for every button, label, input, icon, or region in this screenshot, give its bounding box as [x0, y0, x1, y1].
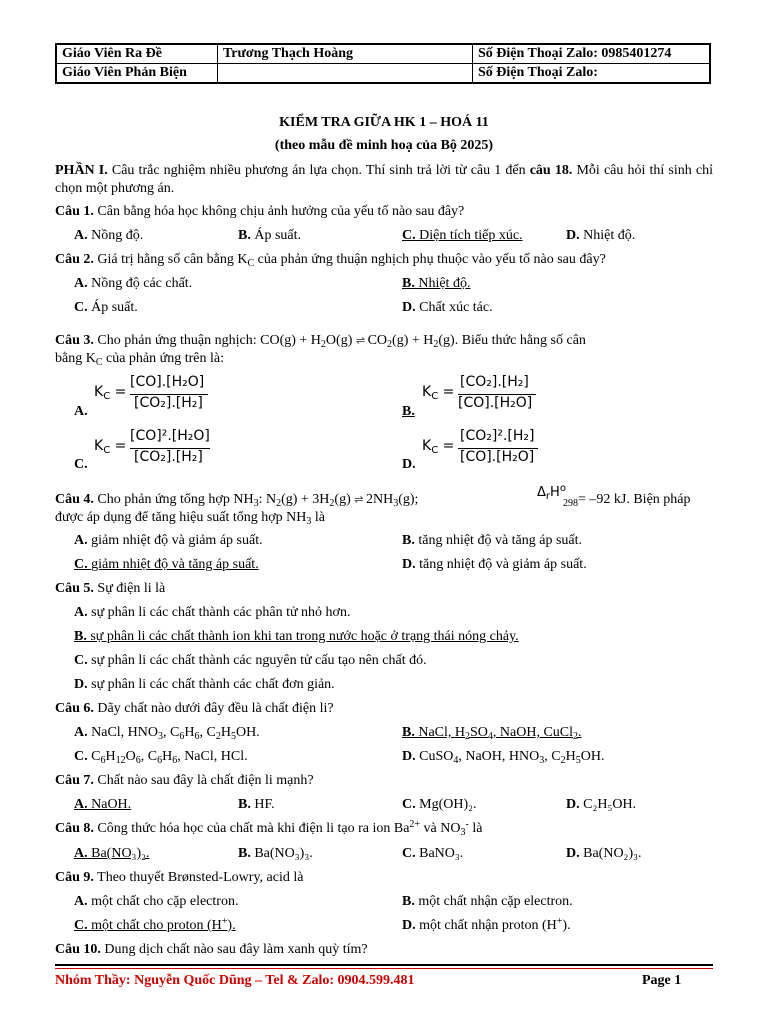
q9-c-t2: ). [227, 918, 236, 933]
opt-letter: B. [402, 276, 415, 291]
q2-text-b: của phản ứng thuận nghịch phụ thuộc vào yếu tố nào sau đây? [254, 252, 606, 267]
q4-t1: Cho phản ứng tổng hợp NH [93, 492, 254, 507]
q7-d-text: C₂H₅OH. [583, 797, 637, 812]
kc-symbol: K [422, 438, 432, 454]
q2-sub: C [247, 258, 255, 269]
q9-d-t2: ). [562, 918, 571, 933]
kc-symbol: K [94, 384, 104, 400]
q5-option-c [74, 652, 427, 670]
page-title: KIỂM TRA GIỮA HK 1 – HOÁ 11 [279, 115, 489, 130]
q5-option-a [74, 604, 350, 622]
q6-label: Câu 6. [55, 701, 94, 716]
teacher-info-table [55, 43, 711, 84]
q3-option-b-letter [402, 403, 415, 421]
q2-a-text: Nồng độ các chất. [91, 276, 193, 291]
q9-option-a [74, 893, 238, 911]
dh-h: H [550, 485, 560, 500]
dh-temp: 298 [563, 498, 578, 509]
q5-label: Câu 5. [55, 581, 94, 596]
q9-d-t1: một chất nhận proton (H [419, 918, 557, 933]
q6-text: Dãy chất nào dưới đây đều là chất điện li? [93, 701, 334, 716]
part1-text-a: Câu trắc nghiệm nhiều phương án lựa chọn. Thí sinh trả lời từ câu 1 đến [107, 163, 530, 178]
q8-sup1: 2+ [409, 819, 421, 830]
q3-sub: C [95, 357, 103, 368]
q2-option-c [74, 299, 138, 317]
opt-letter: D. [402, 557, 416, 572]
question-8 [55, 820, 482, 838]
q8-t2: và NO [420, 821, 461, 836]
opt-letter: D. [74, 677, 88, 692]
opt-letter: C. [74, 918, 88, 933]
q3-t5: (g). Biểu thức hằng số cân [438, 333, 586, 348]
opt-letter: B. [238, 846, 251, 861]
q9-b-text: một chất nhận cặp electron. [418, 894, 573, 909]
opt-letter: D. [402, 749, 416, 764]
q7-option-c [402, 796, 477, 814]
kc-sub: C [103, 391, 111, 402]
q3-t6: bằng K [55, 351, 96, 366]
question-5 [55, 580, 165, 598]
q9-text: Theo thuyết Brønsted-Lowry, acid là [93, 870, 304, 885]
opt-letter: C. [74, 300, 88, 315]
q9-a-text: một chất cho cặp electron. [91, 894, 239, 909]
q8-sup2: - [465, 819, 469, 830]
page-subtitle: (theo mẫu đề minh hoạ của Bộ 2025) [274, 138, 494, 153]
part1-label: PHẦN I. [55, 163, 108, 178]
q7-b-text: HF. [254, 797, 275, 812]
q3-t4: (g) + H [392, 333, 434, 348]
equilibrium-arrow-icon: ⇌ [354, 493, 363, 506]
eq-sign: = [442, 384, 455, 400]
question-10 [55, 941, 368, 959]
q8-option-b [238, 845, 313, 863]
q1-d-text: Nhiệt độ. [583, 228, 636, 243]
opt-letter: A. [74, 797, 88, 812]
kc-sub: C [431, 445, 439, 456]
q8-c-text: BaNO₃. [419, 846, 464, 861]
opt-letter: B. [402, 533, 415, 548]
opt-letter: D. [566, 228, 580, 243]
q2-option-a [74, 275, 192, 293]
q2-option-d [402, 299, 493, 317]
opt-letter: B. [402, 894, 415, 909]
question-4-line2: được áp dụng để tăng hiệu suất tổng hợp $NH_3$ là [55, 510, 326, 527]
q3-a-numerator: [CO].[H₂O] [130, 374, 205, 390]
teacher-author-phone: Số Điện Thoại Zalo: 0985401274 [473, 44, 711, 64]
q8-label: Câu 8. [55, 821, 94, 836]
q3-t7: của phản ứng trên là: [102, 351, 224, 366]
q5-a-text: sự phân li các chất thành các phân tử nhỏ hơn. [91, 605, 351, 620]
q4-option-b [402, 532, 582, 550]
q3-t3: CO [367, 333, 388, 348]
q4-t7: được áp dụng để tăng hiệu suất tổng hợp NH [55, 510, 307, 525]
q9-option-b [402, 893, 573, 911]
q10-text: Dung dịch chất nào sau đây làm xanh quỳ tím? [100, 942, 368, 957]
question-3-line2 [55, 350, 224, 368]
opt-letter: D. [402, 300, 416, 315]
q7-c-text: Mg(OH)₂. [419, 797, 477, 812]
page-number: Page 1 [642, 973, 682, 988]
q4-t5: 2NH [365, 492, 394, 507]
opt-letter: A. [74, 894, 88, 909]
q7-a-text: NaOH. [91, 797, 132, 812]
q5-d-text: sự phân li các chất thành các chất đơn giản. [91, 677, 335, 692]
opt-letter: A. [74, 404, 88, 419]
q8-option-c [402, 845, 463, 863]
q3-label: Câu 3. [55, 333, 94, 348]
q6-option-a: A. NaCl, $HNO_3$, $C_6H_6$, $C_2H_5OH$. [74, 725, 260, 742]
q4-label: Câu 4. [55, 492, 94, 507]
opt-letter: D. [402, 918, 416, 933]
opt-letter: A. [74, 228, 88, 243]
opt-letter: A. [74, 846, 88, 861]
q3-a-denominator: [CO₂].[H₂] [134, 395, 203, 411]
opt-letter: C. [402, 228, 416, 243]
q4-t2: : N [258, 492, 277, 507]
footer-rule-red [55, 968, 713, 969]
opt-letter: C. [74, 749, 88, 764]
q3-option-c-letter [74, 456, 88, 474]
q5-option-b [74, 628, 519, 646]
q1-c-text: Diện tích tiếp xúc. [419, 228, 523, 243]
opt-letter: D. [402, 457, 416, 472]
q7-label: Câu 7. [55, 773, 94, 788]
part1-text-b: Mỗi câu hỏi thí sinh chỉ chọn một phương án. [55, 163, 713, 196]
question-6 [55, 700, 334, 718]
q2-c-text: Áp suất. [91, 300, 138, 315]
q2-text-a: Giá trị hằng số cân bằng K [93, 252, 248, 267]
q10-label: Câu 10. [55, 942, 101, 957]
q8-t3: là [468, 821, 483, 836]
reviewer-phone: Số Điện Thoại Zalo: [473, 64, 711, 84]
opt-letter: A. [74, 725, 88, 740]
part1-instructions [55, 162, 713, 198]
q4-enthalpy-value [563, 491, 691, 509]
q1-option-a [74, 227, 143, 245]
q2-d-text: Chất xúc tác. [419, 300, 493, 315]
q1-b-text: Áp suất. [254, 228, 302, 243]
question-4-line1: Câu 4. Cho phản ứng tổng hợp $NH_3$: $N_2(g) + 3H_2(g)$ ⇌ $2NH_3(g)$; [55, 492, 419, 509]
q7-option-b [238, 796, 275, 814]
teacher-author-label: Giáo Viên Ra Đề [56, 44, 218, 64]
q7-text: Chất nào sau đây là chất điện li mạnh? [93, 773, 314, 788]
opt-letter: B. [402, 725, 415, 740]
delta-symbol: Δ [537, 485, 546, 500]
q4-t6: (g); [398, 492, 419, 507]
q1-option-d [566, 227, 635, 245]
q8-sub: 3 [460, 827, 466, 838]
part1-bold: câu 18. [529, 163, 573, 178]
q9-label: Câu 9. [55, 870, 94, 885]
q4-option-a [74, 532, 263, 550]
q3-t1: Cho phản ứng thuận nghịch: CO(g) + H [93, 333, 321, 348]
question-7 [55, 772, 314, 790]
q5-c-text: sự phân li các chất thành các nguyên tử cấu tạo nên chất đó. [91, 653, 427, 668]
opt-letter: B. [238, 228, 251, 243]
q6-option-c: C. $C_6H_{12}O_6$, $C_6H_6$, NaCl, HCl. [74, 749, 248, 766]
question-3-line1: Câu 3. Cho phản ứng thuận nghịch: $CO(g) + H_2O(g)$ ⇌ $CO_2(g) + H_2(g)$. Biểu thức hằng số cân [55, 333, 586, 350]
eq-sign: = [114, 438, 127, 454]
kc-sub: C [103, 445, 111, 456]
q4-option-c [74, 556, 259, 574]
q1-text: Cân bằng hóa học không chịu ảnh hưởng của yếu tố nào sau đây? [93, 204, 465, 219]
q3-c-denominator: [CO₂].[H₂] [134, 449, 203, 465]
q5-b-text: sự phân li các chất thành ion khi tan trong nước hoặc ở trạng thái nóng chảy. [90, 629, 519, 644]
q1-option-b [238, 227, 301, 245]
q2-b-text: Nhiệt độ. [418, 276, 471, 291]
opt-letter: C. [74, 457, 88, 472]
q4-t8: là [311, 510, 326, 525]
eq-sign: = [114, 384, 127, 400]
opt-letter: C. [74, 557, 88, 572]
q4-enthalpy-symbol [537, 484, 566, 502]
q7-option-a [74, 796, 131, 814]
equilibrium-arrow-icon: ⇌ [355, 334, 365, 347]
q7-option-d [566, 796, 636, 814]
kc-symbol: K [422, 384, 432, 400]
q4-b-text: tăng nhiệt độ và tăng áp suất. [418, 533, 583, 548]
q8-a-text: Ba(NO₃)₂. [91, 846, 150, 861]
q5-text: Sự điện li là [93, 581, 166, 596]
opt-letter: B. [238, 797, 251, 812]
q8-d-text: Ba(NO₂)₃. [583, 846, 642, 861]
dh-r: r [545, 491, 551, 502]
dh-value: = –92 kJ. Biện pháp [578, 492, 691, 507]
reviewer-label: Giáo Viên Phản Biện [56, 64, 218, 84]
q3-d-numerator: [CO₂]².[H₂] [460, 428, 535, 444]
q9-c-t1: một chất cho proton (H [91, 918, 222, 933]
q4-c-text: giảm nhiệt độ và tăng áp suất. [91, 557, 259, 572]
reviewer-name [218, 64, 473, 84]
q2-label: Câu 2. [55, 252, 94, 267]
q6-option-b: B. NaCl, $H_2SO_4$, NaOH, CuCl$_2$. [402, 725, 582, 742]
q4-a-text: giảm nhiệt độ và giảm áp suất. [91, 533, 263, 548]
q9-c-sup: + [221, 916, 228, 927]
kc-sub: C [431, 391, 439, 402]
opt-letter: A. [74, 533, 88, 548]
q5-option-d [74, 676, 335, 694]
q2-option-b [402, 275, 470, 293]
opt-letter: B. [402, 404, 415, 419]
q6-option-d: D. CuSO$_4$, NaOH, $HNO_3$, $C_2H_5OH$. [402, 749, 605, 766]
dh-sup: o [559, 483, 566, 494]
q3-option-d-letter [402, 456, 416, 474]
q3-t2: O(g) [325, 333, 353, 348]
q4-t4: (g) [334, 492, 351, 507]
q9-option-d [402, 917, 571, 935]
question-2 [55, 251, 606, 269]
q3-d-denominator: [CO].[H₂O] [460, 449, 535, 465]
eq-sign: = [442, 438, 455, 454]
q8-option-a [74, 845, 149, 863]
footer-contact: Nhóm Thầy: Nguyễn Quốc Dũng – Tel & Zalo: 0904.599.481 [55, 973, 415, 988]
opt-letter: A. [74, 605, 88, 620]
teacher-author-name: Trương Thạch Hoàng [218, 44, 473, 64]
q3-b-numerator: [CO₂].[H₂] [460, 374, 529, 390]
q8-b-text: Ba(NO₃)₃. [254, 846, 313, 861]
q4-option-d [402, 556, 587, 574]
opt-letter: B. [74, 629, 87, 644]
question-9 [55, 869, 303, 887]
kc-symbol: K [94, 438, 104, 454]
q4-t3: (g) + 3H [281, 492, 330, 507]
footer-rule [55, 964, 713, 966]
q9-option-c [74, 917, 236, 935]
opt-letter: C. [402, 797, 416, 812]
q8-option-d [566, 845, 641, 863]
q3-b-denominator: [CO].[H₂O] [458, 395, 533, 411]
q4-d-text: tăng nhiệt độ và giảm áp suất. [419, 557, 587, 572]
opt-letter: C. [402, 846, 416, 861]
q8-t1: Công thức hóa học của chất mà khi điện li tạo ra ion Ba [93, 821, 410, 836]
q3-option-a-letter [74, 403, 88, 421]
opt-letter: D. [566, 846, 580, 861]
q3-c-numerator: [CO]².[H₂O] [130, 428, 210, 444]
q1-a-text: Nồng độ. [91, 228, 144, 243]
q1-option-c [402, 227, 523, 245]
q9-d-sup: + [556, 916, 563, 927]
opt-letter: A. [74, 276, 88, 291]
q1-label: Câu 1. [55, 204, 94, 219]
opt-letter: D. [566, 797, 580, 812]
opt-letter: C. [74, 653, 88, 668]
question-1 [55, 203, 464, 221]
